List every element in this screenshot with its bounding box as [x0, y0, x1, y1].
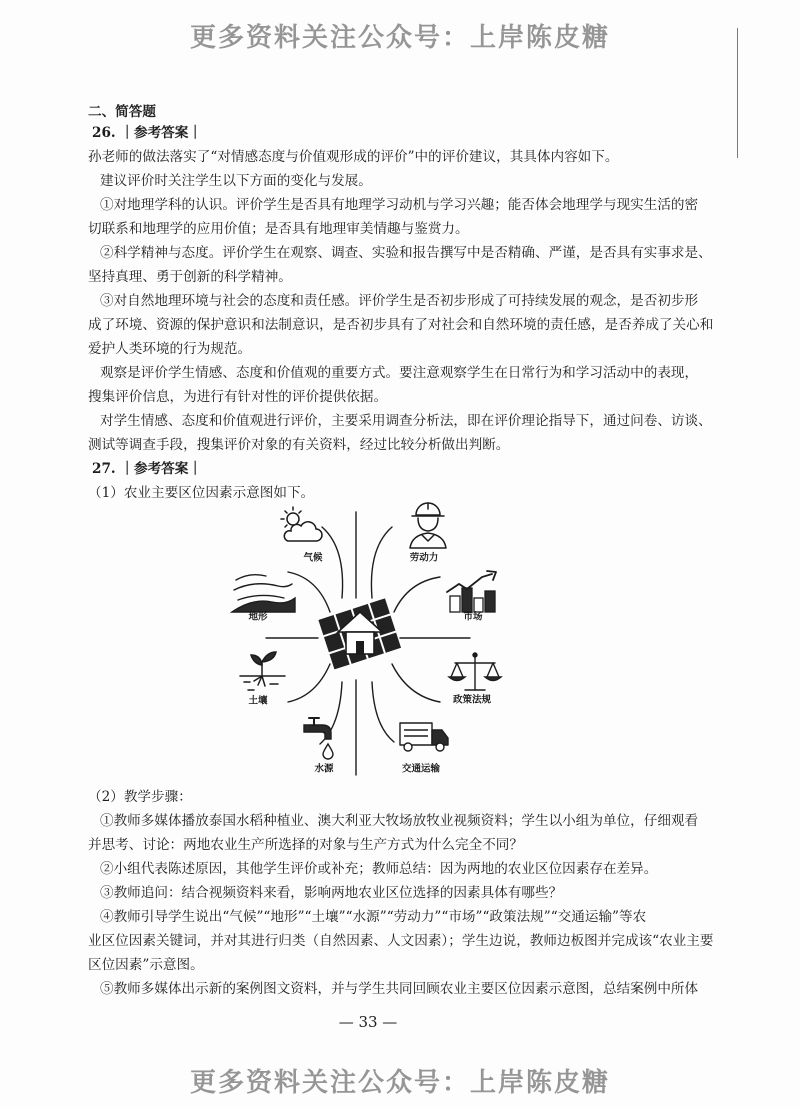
truck-icon	[400, 723, 448, 751]
part2-title: （2）教学步骤：	[88, 789, 192, 805]
page-number: — 33 —	[338, 1013, 398, 1031]
watermark-top: 更多资料关注公众号：上岸陈皮糖	[189, 23, 610, 53]
paragraph-line: 并思考、讨论：两地农业生产所选择的对象与生产方式为什么完全不同？	[88, 837, 523, 853]
climate-icon	[281, 507, 322, 541]
connector-line	[392, 664, 440, 702]
paragraph-line: 坚持真理、勇于创新的科学精神。	[88, 269, 292, 285]
paragraph-line: 观察是评价学生情感、态度和价值观的重要方式。要注意观察学生在日常行为和学习活动中的表现，	[100, 365, 699, 381]
label-terrain: 地形	[248, 611, 268, 623]
question-27-heading: 27. ｜参考答案｜	[92, 461, 202, 477]
connector-line	[371, 527, 392, 598]
paragraph-line: 对学生情感、态度和价值观进行评价，主要采用调查分析法，即在评价理论指导下，通过问卷、访谈、	[100, 413, 712, 429]
paragraph-line: 成了环境、资源的保护意识和法制意识，是否初步具有了对社会和自然环境的责任感，是否养成了关心和	[88, 317, 714, 333]
label-water: 水源	[314, 763, 334, 775]
market-buildings-chart-icon	[447, 571, 496, 612]
agriculture-location-factors-diagram	[220, 495, 520, 785]
answer-26-block	[88, 121, 768, 505]
label-soil: 土壤	[248, 695, 268, 707]
paragraph-line: ④教师引导学生说出“气候”“地形”“土壤”“水源”“劳动力”“市场”“政策法规”“交通运输”等农	[100, 909, 647, 925]
label-policy: 政策法规	[452, 694, 492, 706]
worker-hard-hat-icon	[410, 503, 446, 548]
watermark-bottom: 更多资料关注公众号：上岸陈皮糖	[189, 1068, 610, 1098]
paragraph-line: ②科学精神与态度。评价学生在观察、调查、实验和报告撰写中是否精确、严谨，是否具有实事求是、	[100, 245, 712, 261]
paragraph-line: 建议评价时关注学生以下方面的变化与发展。	[100, 173, 372, 189]
paragraph-line: 切联系和地理学的应用价值；是否具有地理审美情趣与鉴赏力。	[88, 221, 469, 237]
question-26-heading: 26. ｜参考答案｜	[92, 125, 202, 141]
label-transport: 交通运输	[401, 763, 441, 775]
soil-sprout-icon	[240, 652, 285, 690]
paragraph-line: 测试等调查手段，搜集评价对象的有关资料，经过比较分析做出判断。	[88, 437, 510, 453]
paragraph-line: ⑤教师多媒体出示新的案例图文资料，并与学生共同回顾农业主要区位因素示意图，总结案例中所体	[100, 981, 699, 997]
water-faucet-icon	[304, 718, 333, 759]
paragraph-line: ②小组代表陈述原因，其他学生评价或补充；教师总结：因为两地的农业区位因素存在差异。	[100, 861, 658, 877]
connector-line	[288, 664, 330, 702]
paragraph-line: 业区位因素关键词，并对其进行归类（自然因素、人文因素）；学生边说，教师边板图并完成该“农业主要	[88, 933, 714, 949]
paragraph-line: ③对自然地理环境与社会的态度和责任感。评价学生是否初步形成了可持续发展的观念，是否初步形	[100, 293, 699, 309]
paragraph-line: ①对地理学科的认识。评价学生是否具有地理学习动机与学习兴趣；能否体会地理学与现实生活的密	[100, 197, 699, 213]
label-labor: 劳动力	[409, 552, 439, 564]
terrain-hills-icon	[232, 575, 295, 612]
paragraph-line: 爱护人类环境的行为规范。	[88, 341, 252, 357]
paragraph-line: 孙老师的做法落实了“对情感态度与价值观形成的评价”中的评价建议，其具体内容如下。	[88, 149, 619, 165]
center-farm-logo-icon	[318, 598, 401, 669]
connector-line	[372, 682, 394, 742]
balance-scale-icon	[449, 653, 501, 690]
label-climate: 气候	[303, 552, 323, 564]
label-market: 市场	[463, 611, 483, 623]
connector-line	[322, 527, 343, 598]
paragraph-line: 搜集评价信息，为进行有针对性的评价提供依据。	[88, 389, 388, 405]
connector-line	[394, 577, 440, 612]
part1-caption: （1）农业主要区位因素示意图如下。	[88, 485, 315, 501]
teaching-steps-block	[88, 785, 768, 1001]
paragraph-line: 区位因素”示意图。	[88, 957, 204, 973]
paragraph-line: ③教师追问：结合视频资料来看，影响两地农业区位选择的因素具体有哪些？	[100, 885, 563, 901]
section-title: 二、简答题	[88, 104, 156, 120]
paragraph-line: ①教师多媒体播放泰国水稻种植业、澳大利亚大牧场放牧业视频资料；学生以小组为单位，仔细观看	[100, 813, 699, 829]
